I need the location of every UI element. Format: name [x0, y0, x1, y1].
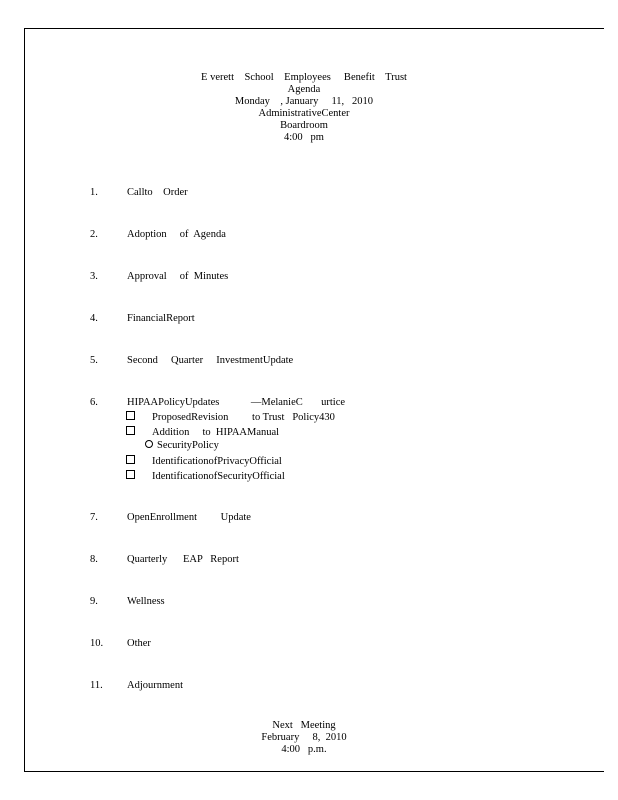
meeting-room: Boardroom	[280, 120, 328, 131]
agenda-item-text: Quarterly EAP Report	[127, 554, 239, 565]
circle-bullet-icon	[145, 440, 153, 448]
agenda-header	[0, 72, 608, 144]
agenda-item	[90, 638, 151, 650]
checkbox-bullet-icon	[126, 426, 135, 435]
agenda-item-number: 8.	[90, 554, 98, 565]
agenda-item	[90, 229, 226, 241]
agenda-item-text: FinancialReport	[127, 313, 195, 324]
agenda-item	[90, 596, 165, 608]
agenda-item-number: 1.	[90, 187, 98, 198]
meeting-location: AdministrativeCenter	[258, 108, 350, 119]
next-meeting-time: 4:00 p.m.	[281, 744, 327, 755]
agenda-item-text: Second Quarter InvestmentUpdate	[127, 355, 294, 366]
hipaa-subitem	[126, 411, 335, 424]
agenda-item-number: 6.	[90, 397, 98, 408]
agenda-item	[90, 397, 345, 409]
next-meeting-label: Next Meeting	[272, 720, 336, 731]
meeting-time: 4:00 pm	[284, 132, 324, 143]
agenda-item-text: OpenEnrollment Update	[127, 512, 251, 523]
meeting-date: Monday , January 11, 2010	[234, 96, 374, 107]
checkbox-bullet-icon	[126, 411, 135, 420]
checkbox-bullet-icon	[126, 455, 135, 464]
document-title: Agenda	[287, 84, 321, 95]
hipaa-subitem	[126, 470, 285, 483]
next-meeting-block	[0, 720, 608, 756]
hipaa-subitem-text: IdentificationofSecurityOfficial	[152, 471, 285, 482]
agenda-item-text: Callto Order	[127, 187, 188, 198]
agenda-item	[90, 554, 239, 566]
agenda-item-number: 4.	[90, 313, 98, 324]
hipaa-subsubitem-text: SecurityPolicy	[157, 440, 219, 451]
agenda-item	[90, 680, 183, 692]
hipaa-subitem-text: Addition to HIPAAManual	[152, 427, 280, 438]
hipaa-subitem-text: ProposedRevision to Trust Policy430	[152, 412, 335, 423]
hipaa-subitem	[126, 455, 282, 468]
checkbox-bullet-icon	[126, 470, 135, 479]
agenda-item-text: Other	[127, 638, 151, 649]
agenda-item	[90, 512, 251, 524]
agenda-item-number: 10.	[90, 638, 104, 649]
agenda-item-number: 3.	[90, 271, 98, 282]
next-meeting-date: February 8, 2010	[261, 732, 347, 743]
agenda-item-text: Adoption of Agenda	[127, 229, 226, 240]
agenda-item-number: 9.	[90, 596, 98, 607]
agenda-item-number: 7.	[90, 512, 98, 523]
agenda-item	[90, 187, 188, 199]
agenda-item-number: 2.	[90, 229, 98, 240]
agenda-item-number: 5.	[90, 355, 98, 366]
agenda-item-text: Wellness	[127, 596, 165, 607]
agenda-item-number: 11.	[90, 680, 103, 691]
organization-title: E verett School Employees Benefit Trust	[201, 72, 407, 83]
agenda-item-text: Approval of Minutes	[127, 271, 229, 282]
agenda-item	[90, 313, 195, 325]
hipaa-subitem-text: IdentificationofPrivacyOfficial	[152, 456, 282, 467]
agenda-item	[90, 271, 228, 283]
agenda-item-text: HIPAAPolicyUpdates —MelanieC urtice	[127, 397, 346, 408]
agenda-item	[90, 355, 293, 367]
hipaa-subsubitem	[145, 440, 219, 452]
hipaa-subitem	[126, 426, 279, 439]
agenda-item-text: Adjournment	[127, 680, 183, 691]
